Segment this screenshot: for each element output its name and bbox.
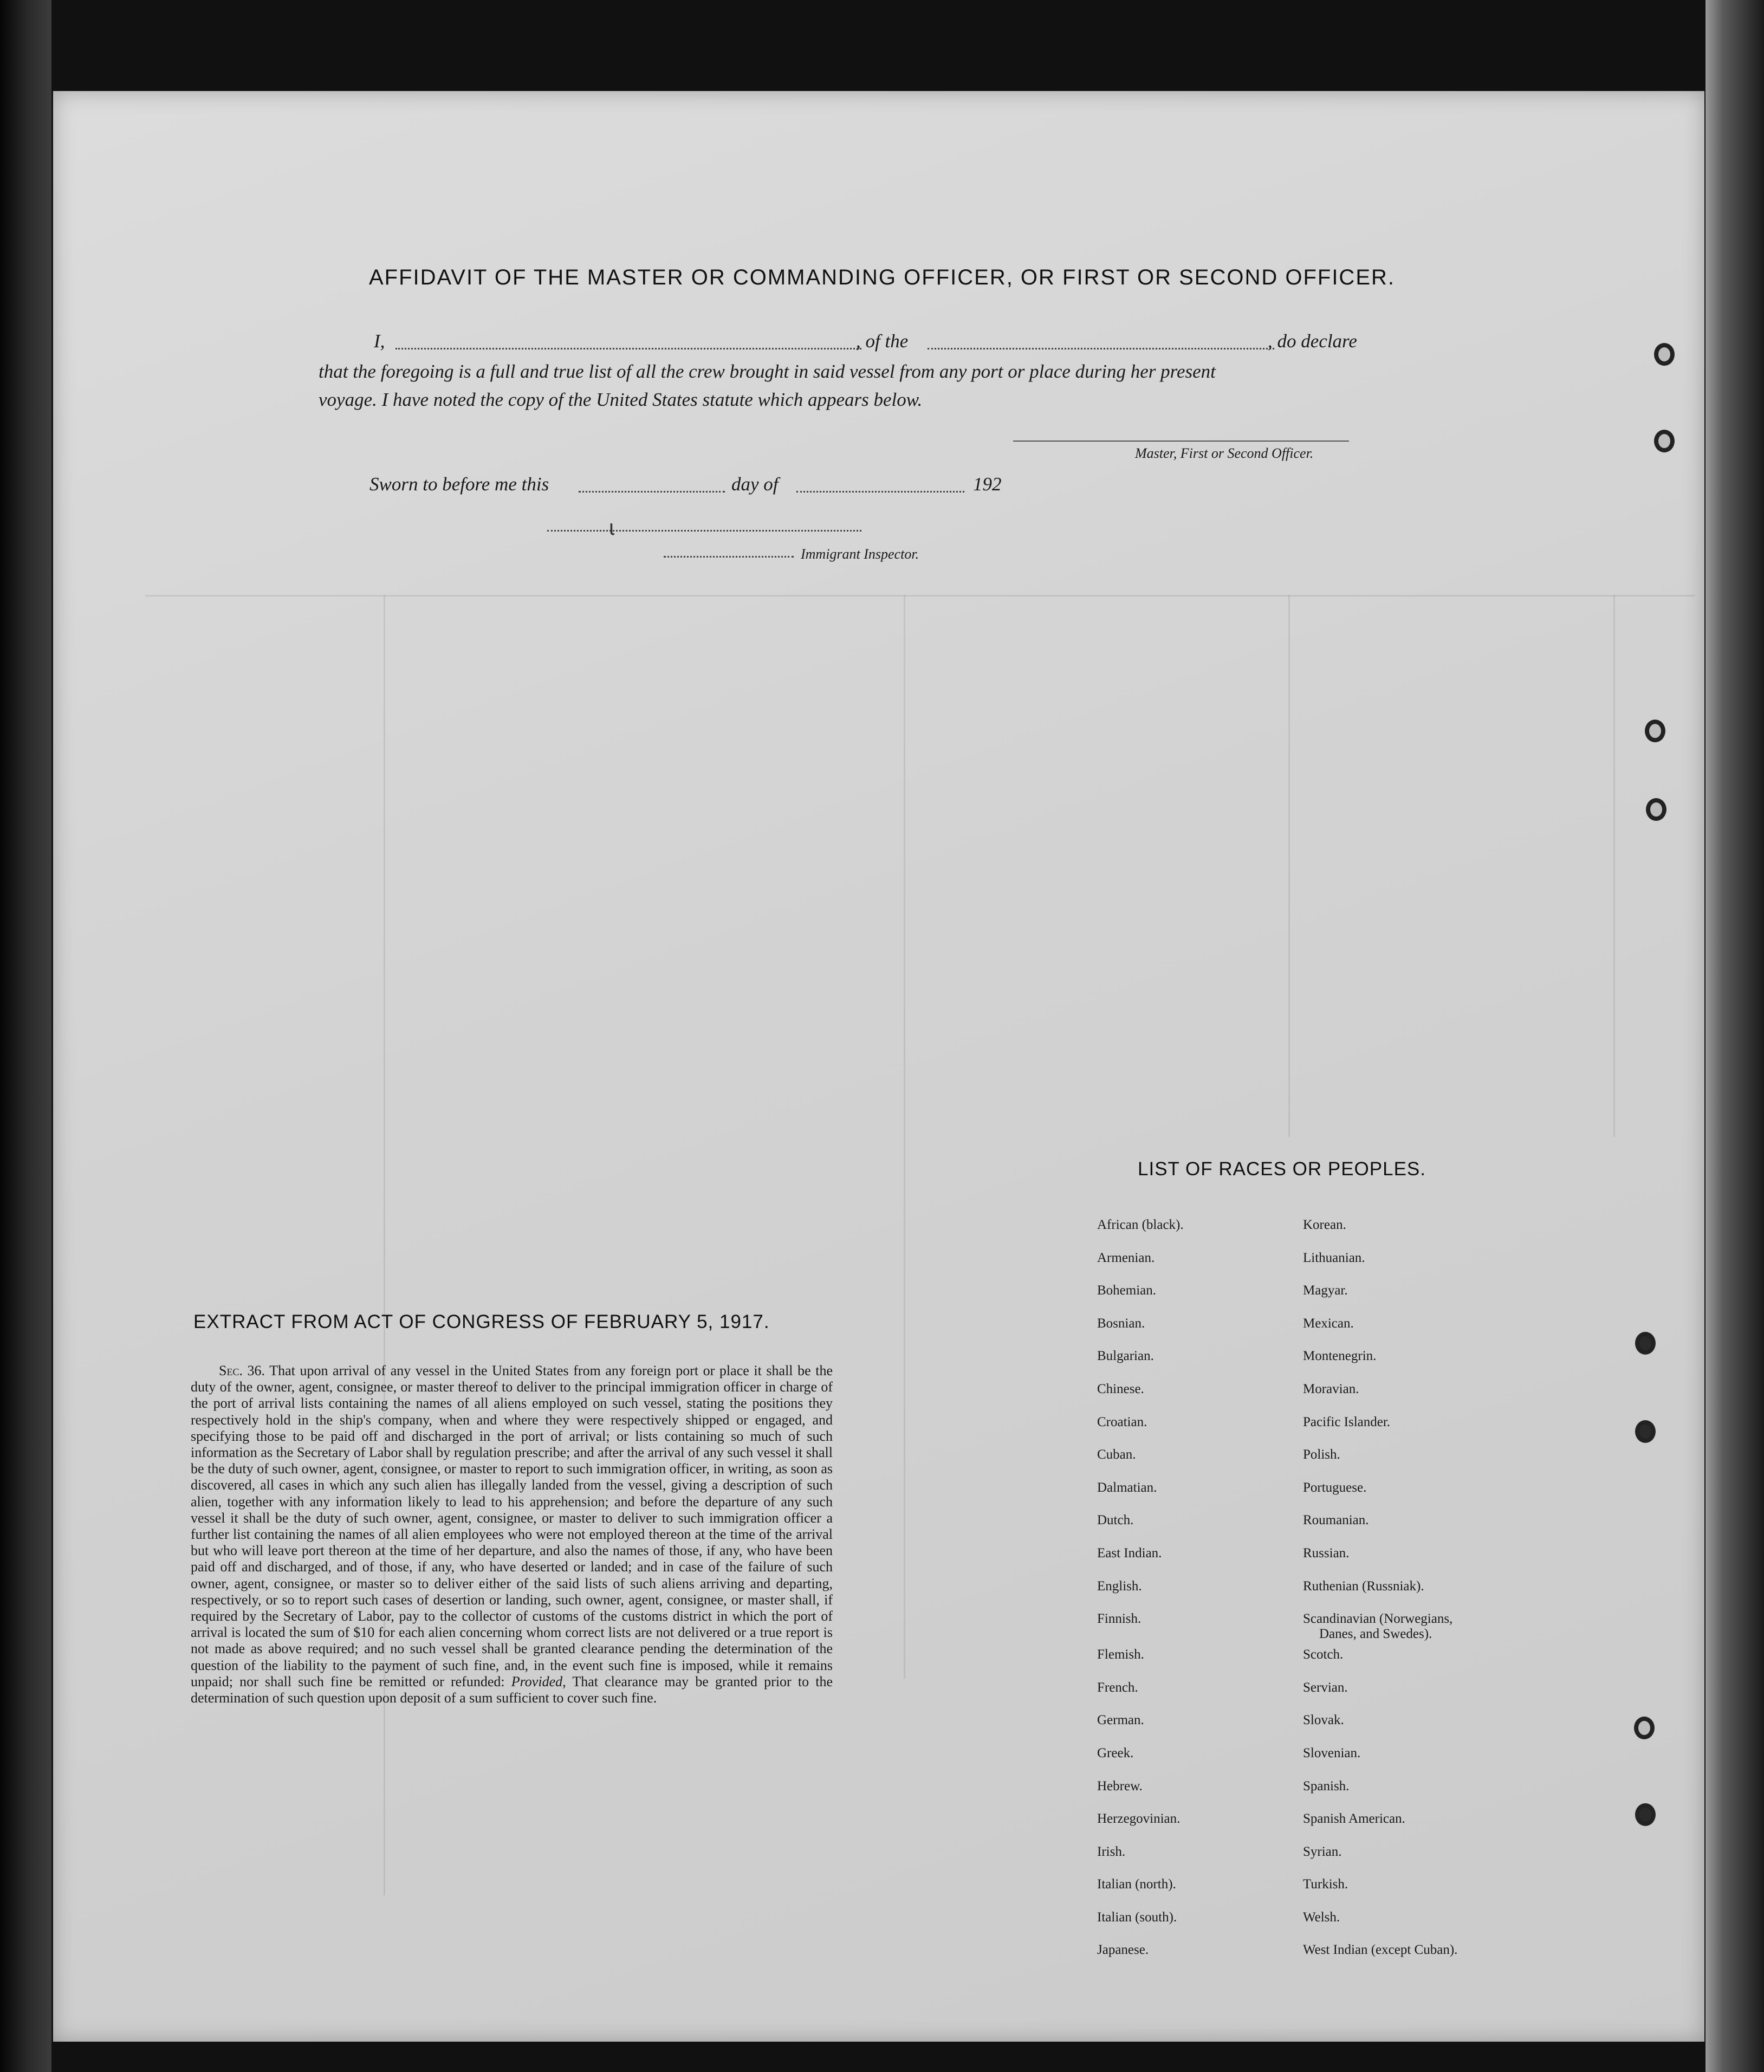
extract-body xyxy=(191,1363,833,1706)
affidavit-title: AFFIDAVIT OF THE MASTER OR COMMANDING OFFICER, OR FIRST OR SECOND OFFICER. xyxy=(369,266,1395,289)
races-title: LIST OF RACES OR PEOPLES. xyxy=(1138,1158,1426,1180)
affidavit-line1-mid: , of the xyxy=(856,331,909,352)
bleed-through-rule xyxy=(145,595,1695,597)
race-item: Korean. xyxy=(1303,1218,1346,1232)
binder-hole xyxy=(1635,1332,1656,1355)
race-item: Moravian. xyxy=(1303,1381,1359,1396)
race-item: Scandinavian (Norwegians, Danes, and Swedes). xyxy=(1303,1611,1453,1642)
races-left-column xyxy=(1097,1218,1184,1976)
binder-hole xyxy=(1635,1420,1656,1443)
sworn-day-blank xyxy=(579,491,725,493)
extract-text: That upon arrival of any vessel in the United States from any foreign port or place it shall be the duty of the owner, agent, consignee, or master thereof to deliver to the principal immigration officer in charge of the port of arrival lists containing the names of all aliens employed on such vessel, stating the positions they respectively hold in the ship's company, when and where they were respectively shipped or engaged, and specifying those to be paid off and discharged in the port of arrival; or lists containing so much of such information as the Secretary of Labor shall by regulation prescribe; and after the arrival of any such vessel it shall be the duty of such owner, agent, consignee, or master to report to such immigration officer, in writing, as soon as discovered, all cases in which any such alien has illegally landed from the vessel, giving a description of such alien, together with any information likely to lead to his apprehension; and before the departure of any such vessel it shall be the duty of such owner, agent, consignee, or master to deliver to such immigration officer a further list containing the names of all alien employees who were not employed thereon at the time of the arrival but who will leave port thereon at the time of her departure, and also the names of those, if any, who have been paid off and discharged, and of those, if any, who have deserted or landed; and in case of the failure of such owner, agent, consignee, or master so to deliver either of the said lists of such aliens arriving and departing, respectively, or so to report such cases of desertion or landing, such owner, agent, consignee, or master shall, if required by the Secretary of Labor, pay to the collector of customs of the customs district in which the port of arrival is located the sum of $10 for each alien concerning whom correct lists are not delivered or a true report is not made as above required; and no such vessel shall be granted clearance pending the determination of the question of the liability to the payment of such fine, and, in the event such fine is imposed, while it remains unpaid; nor shall such fine be remitted or refunded: xyxy=(191,1363,833,1689)
race-item: Pacific Islander. xyxy=(1303,1414,1391,1429)
race-item: Greek. xyxy=(1097,1745,1134,1760)
race-item: Lithuanian. xyxy=(1303,1250,1365,1265)
race-item: Montenegrin. xyxy=(1303,1349,1377,1364)
scan-border-left xyxy=(0,0,51,2072)
race-item: Dutch. xyxy=(1097,1513,1134,1528)
race-item: Flemish. xyxy=(1097,1647,1144,1662)
race-item: Slovenian. xyxy=(1303,1745,1361,1760)
binder-hole xyxy=(1646,798,1666,821)
sworn-year: 192 xyxy=(973,474,1002,495)
bleed-through-rule xyxy=(904,595,905,1679)
extract-text-end: That clearance may be granted prior to the determination of such question upon deposit of a sum sufficient to cover such fine. xyxy=(191,1673,833,1706)
sworn-month-blank xyxy=(796,491,964,493)
binder-hole xyxy=(1654,430,1675,452)
binder-hole xyxy=(1635,1803,1656,1826)
race-item: East Indian. xyxy=(1097,1545,1162,1561)
race-item: Irish. xyxy=(1097,1844,1126,1859)
race-item: French. xyxy=(1097,1680,1138,1695)
affidavit-line3: voyage. I have noted the copy of the United States statute which appears below. xyxy=(319,389,923,410)
race-item: Cuban. xyxy=(1097,1447,1136,1462)
race-item: African (black). xyxy=(1097,1218,1184,1232)
binder-hole xyxy=(1654,343,1675,366)
proviso-word: Provided, xyxy=(511,1673,566,1689)
binder-hole xyxy=(1634,1717,1655,1739)
race-item: Roumanian. xyxy=(1303,1513,1369,1528)
race-item: West Indian (except Cuban). xyxy=(1303,1942,1458,1958)
sworn-text: Sworn to before me this xyxy=(369,474,549,495)
sworn-day-label: day of xyxy=(731,474,779,495)
scan-border-right xyxy=(1705,0,1764,2072)
bleed-through-rule xyxy=(1288,595,1290,1137)
race-item: Croatian. xyxy=(1097,1414,1147,1429)
race-item: Magyar. xyxy=(1303,1283,1348,1298)
signature-label: Master, First or Second Officer. xyxy=(1135,445,1314,461)
inspector-label: Immigrant Inspector. xyxy=(801,546,919,562)
race-item: Syrian. xyxy=(1303,1844,1342,1859)
affidavit-line1-end: , do declare xyxy=(1268,331,1357,352)
race-item: Hebrew. xyxy=(1097,1778,1143,1793)
race-item: Polish. xyxy=(1303,1447,1340,1462)
race-item: Servian. xyxy=(1303,1680,1348,1695)
master-name-blank xyxy=(395,348,861,349)
race-item: Armenian. xyxy=(1097,1250,1155,1265)
race-item: Finnish. xyxy=(1097,1611,1142,1627)
race-item: Bulgarian. xyxy=(1097,1349,1154,1364)
inspector-signature-upper xyxy=(547,530,861,532)
race-item: Italian (north). xyxy=(1097,1877,1176,1892)
vessel-name-blank xyxy=(928,348,1274,349)
signature-line xyxy=(1013,441,1349,442)
race-item: Chinese. xyxy=(1097,1381,1144,1396)
race-item: Dalmatian. xyxy=(1097,1480,1157,1495)
binder-hole xyxy=(1645,720,1665,742)
inspector-scrawl: ɩ xyxy=(609,516,614,540)
race-item: English. xyxy=(1097,1578,1142,1594)
race-item: Bosnian. xyxy=(1097,1316,1145,1331)
affidavit-line1-start: I, xyxy=(374,331,385,352)
inspector-signature-lower xyxy=(664,556,794,558)
race-item: Ruthenian (Russniak). xyxy=(1303,1578,1424,1594)
race-item: German. xyxy=(1097,1713,1144,1728)
race-item: Japanese. xyxy=(1097,1942,1149,1958)
affidavit-line2: that the foregoing is a full and true list of all the crew brought in said vessel from any port or place during her present xyxy=(319,361,1216,382)
race-item: Welsh. xyxy=(1303,1909,1340,1925)
race-item: Russian. xyxy=(1303,1545,1350,1561)
section-label: Sec. 36. xyxy=(219,1363,265,1378)
race-item: Slovak. xyxy=(1303,1713,1344,1728)
race-item: Scotch. xyxy=(1303,1647,1344,1662)
races-right-column xyxy=(1303,1218,1457,1976)
race-item: Italian (south). xyxy=(1097,1909,1177,1925)
extract-title: EXTRACT FROM ACT OF CONGRESS OF FEBRUARY 5, 1917. xyxy=(193,1311,770,1332)
bleed-through-rule xyxy=(1613,595,1615,1137)
race-item: Herzegovinian. xyxy=(1097,1811,1181,1827)
race-item: Bohemian. xyxy=(1097,1283,1157,1298)
race-item: Portuguese. xyxy=(1303,1480,1367,1495)
race-item: Spanish American. xyxy=(1303,1811,1405,1827)
race-item: Turkish. xyxy=(1303,1877,1348,1892)
race-item: Spanish. xyxy=(1303,1778,1350,1793)
race-item: Mexican. xyxy=(1303,1316,1354,1331)
